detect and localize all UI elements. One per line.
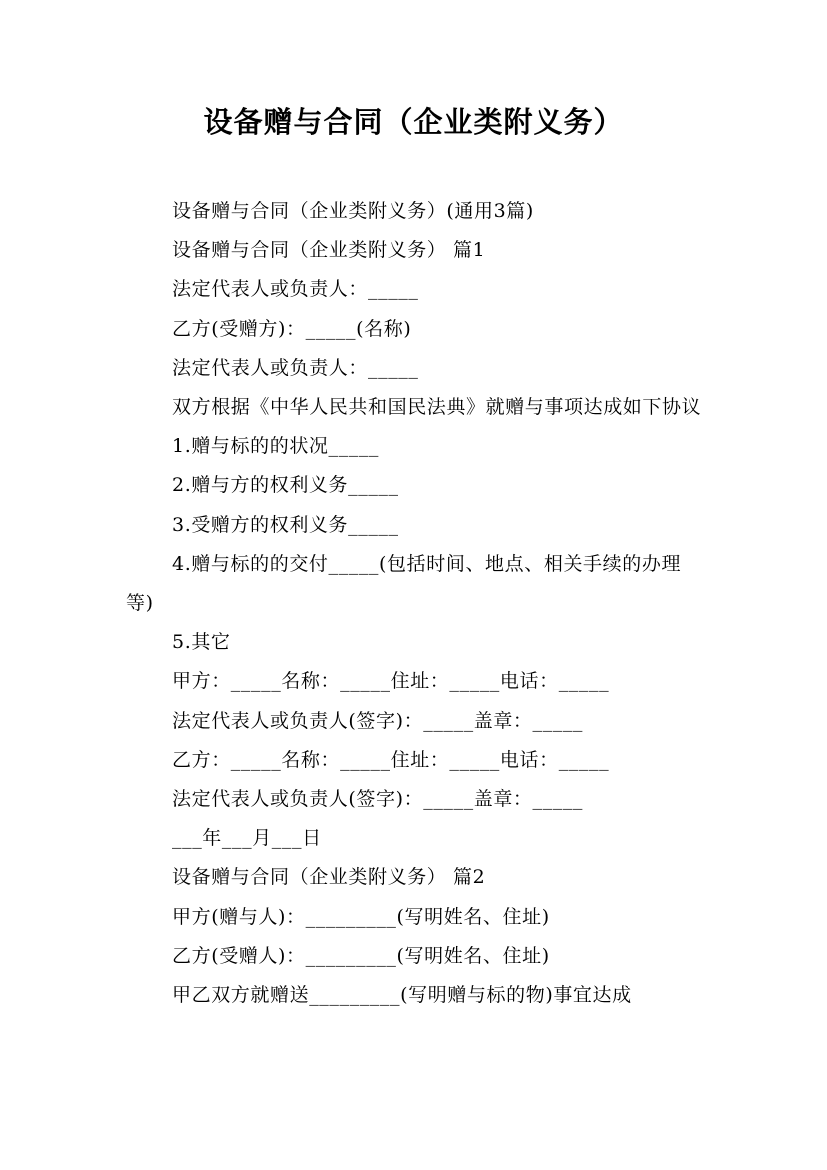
section-heading: 设备赠与合同（企业类附义务） 篇2 <box>172 866 486 889</box>
section-heading: 设备赠与合同（企业类附义务） 篇1 <box>172 239 486 262</box>
paragraph: 法定代表人或负责人：_____ <box>172 356 419 379</box>
document-title: 设备赠与合同（企业类附义务） <box>203 105 624 139</box>
signature-line: 甲方：_____名称：_____住址：_____电话：_____ <box>172 670 610 693</box>
paragraph: 乙方(受赠人)：_________(写明姓名、住址) <box>172 944 550 967</box>
paragraph: 设备赠与合同（企业类附义务）(通用3篇) <box>172 200 534 222</box>
paragraph: 乙方(受赠方)：_____(名称) <box>172 317 412 340</box>
clause-item: 4.赠与标的的交付_____(包括时间、地点、相关手续的办理等) <box>126 552 682 615</box>
signature-line: 乙方：_____名称：_____住址：_____电话：_____ <box>172 748 610 771</box>
signature-line: 法定代表人或负责人(签字)：_____盖章：_____ <box>172 788 584 811</box>
clause-item: 1.赠与标的的状况_____ <box>172 435 380 458</box>
paragraph: 甲方(赠与人)：_________(写明姓名、住址) <box>172 905 550 928</box>
paragraph: 甲乙双方就赠送_________(写明赠与标的物)事宜达成 <box>172 984 632 1007</box>
clause-item: 2.赠与方的权利义务_____ <box>172 474 399 497</box>
document-body <box>126 192 704 1015</box>
signature-line: 法定代表人或负责人(签字)：_____盖章：_____ <box>172 709 584 732</box>
paragraph: 法定代表人或负责人：_____ <box>172 278 419 301</box>
clause-item: 3.受赠方的权利义务_____ <box>172 513 399 536</box>
date-line: ___年___月___日 <box>172 827 322 850</box>
paragraph: 双方根据《中华人民共和国民法典》就赠与事项达成如下协议 <box>172 396 702 419</box>
clause-item: 5.其它 <box>172 631 231 654</box>
